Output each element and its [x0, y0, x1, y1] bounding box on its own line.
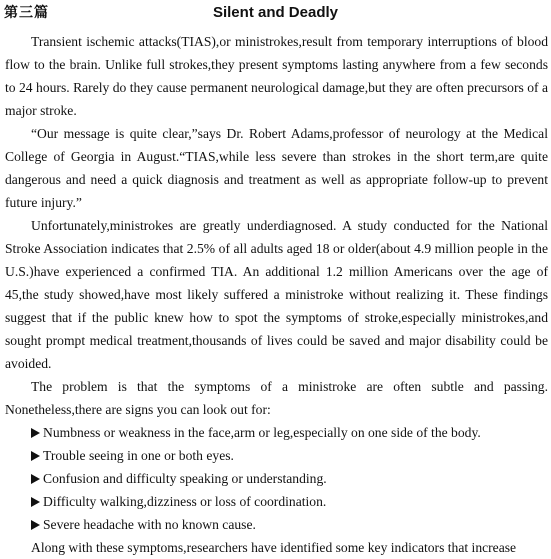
symptom-text: Numbness or weakness in the face,arm or leg,especially on one side of the body. — [43, 425, 481, 440]
symptom-text: Confusion and difficulty speaking or understanding. — [43, 471, 327, 486]
symptom-text: Severe headache with no known cause. — [43, 517, 256, 532]
section-label: 第三篇 — [4, 5, 49, 21]
list-item — [5, 421, 548, 444]
page-header — [4, 3, 547, 25]
paragraph-closing: Along with these symptoms,researchers have identified some key indicators that increase — [31, 540, 517, 555]
paragraph-study: Unfortunately,ministrokes are greatly underdiagnosed. A study conducted for the National Stroke Association indicates that 2.5% of all adults aged 18 or older(about 4.9 million people in the U.S.)have experienced a confirmed TIA. An additional 1.2 million Americans over the age of 45,the study showed,have most likely suffered a ministroke without realizing it. These findings suggest that if the public knew how to spot the symptoms of stroke,especially ministrokes,and sought prompt medical treatment,thousands of lives could be saved and major disability could be avoided. — [5, 218, 548, 371]
triangle-right-icon — [31, 520, 40, 530]
paragraph-intro: Transient ischemic attacks(TIAS),or ministrokes,result from temporary interruptions of blood flow to the brain. Unlike full strokes,they present symptoms lasting anywhere from a few seconds to 24 hours. Rarely do they cause permanent neurological damage,but they are often precursors of a major stroke. — [5, 34, 548, 118]
symptom-list — [5, 421, 548, 536]
article-body — [5, 30, 548, 559]
triangle-right-icon — [31, 451, 40, 461]
article-title: Silent and Deadly — [212, 4, 339, 21]
paragraph-signs: The problem is that the symptoms of a ministroke are often subtle and passing. Nonetheless,there are signs you can look out for: — [5, 379, 548, 417]
list-item — [5, 467, 548, 490]
list-item — [5, 513, 548, 536]
list-item — [5, 444, 548, 467]
symptom-text: Difficulty walking,dizziness or loss of coordination. — [43, 494, 327, 509]
triangle-right-icon — [31, 497, 40, 507]
symptom-text: Trouble seeing in one or both eyes. — [43, 448, 234, 463]
triangle-right-icon — [31, 428, 40, 438]
list-item — [5, 490, 548, 513]
paragraph-quote: “Our message is quite clear,”says Dr. Robert Adams,professor of neurology at the Medical College of Georgia in August.“TIAS,while less severe than strokes in the short term,are quite dangerous and need a quick diagnosis and treatment as well as appropriate follow-up to prevent future injury.” — [5, 126, 548, 210]
triangle-right-icon — [31, 474, 40, 484]
